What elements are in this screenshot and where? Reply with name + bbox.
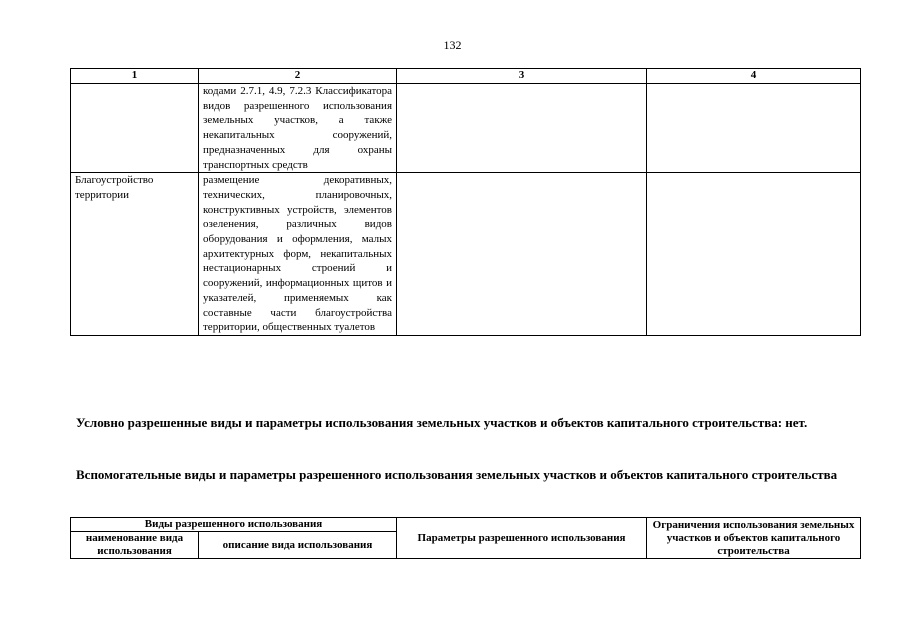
table-header-row — [71, 69, 861, 84]
table-row — [71, 173, 861, 336]
params-header: Параметры разрешенного использования — [397, 518, 647, 559]
use-name-cell: Благоустройство территории — [71, 173, 199, 336]
restrictions-header: Ограничения использования земельных участков и объектов капитального строительства — [647, 518, 861, 559]
restrictions-cell — [647, 173, 861, 336]
auxiliary-uses-heading: Вспомогательные виды и параметры разрешенного использования земельных участков и объектов капитального строительства — [76, 467, 838, 482]
use-description-cell: размещение декоративных, технических, планировочных, конструктивных устройств, элементов озеленения, различных видов оборудования и оформления, малых архитектурных форм, некапитальных нестационарных строений и сооружений, информационных щитов и указателей, применяемых как составные части благоустройства территории, общественных туалетов — [199, 173, 397, 336]
conditional-uses-paragraph: Условно разрешенные виды и параметры использования земельных участков и объектов капитального строительства: нет. — [76, 415, 808, 430]
params-cell — [397, 84, 647, 173]
use-description-header: описание вида использования — [199, 532, 397, 559]
column-header: 2 — [199, 69, 397, 84]
auxiliary-uses-table — [70, 517, 861, 559]
use-name-cell — [71, 84, 199, 173]
column-header: 4 — [647, 69, 861, 84]
restrictions-cell — [647, 84, 861, 173]
table-row — [71, 84, 861, 173]
column-header: 1 — [71, 69, 199, 84]
params-cell — [397, 173, 647, 336]
uses-group-header: Виды разрешенного использования — [71, 518, 397, 532]
land-use-table — [70, 68, 861, 336]
use-description-cell: кодами 2.7.1, 4.9, 7.2.3 Классификатора видов разрешенного использования земельных участков, а также некапитальных сооружений, предназначенных для охраны транспортных средств — [199, 84, 397, 173]
table-header-row — [71, 518, 861, 532]
column-header: 3 — [397, 69, 647, 84]
use-name-header: наименование вида использования — [71, 532, 199, 559]
page-number: 132 — [443, 38, 462, 52]
